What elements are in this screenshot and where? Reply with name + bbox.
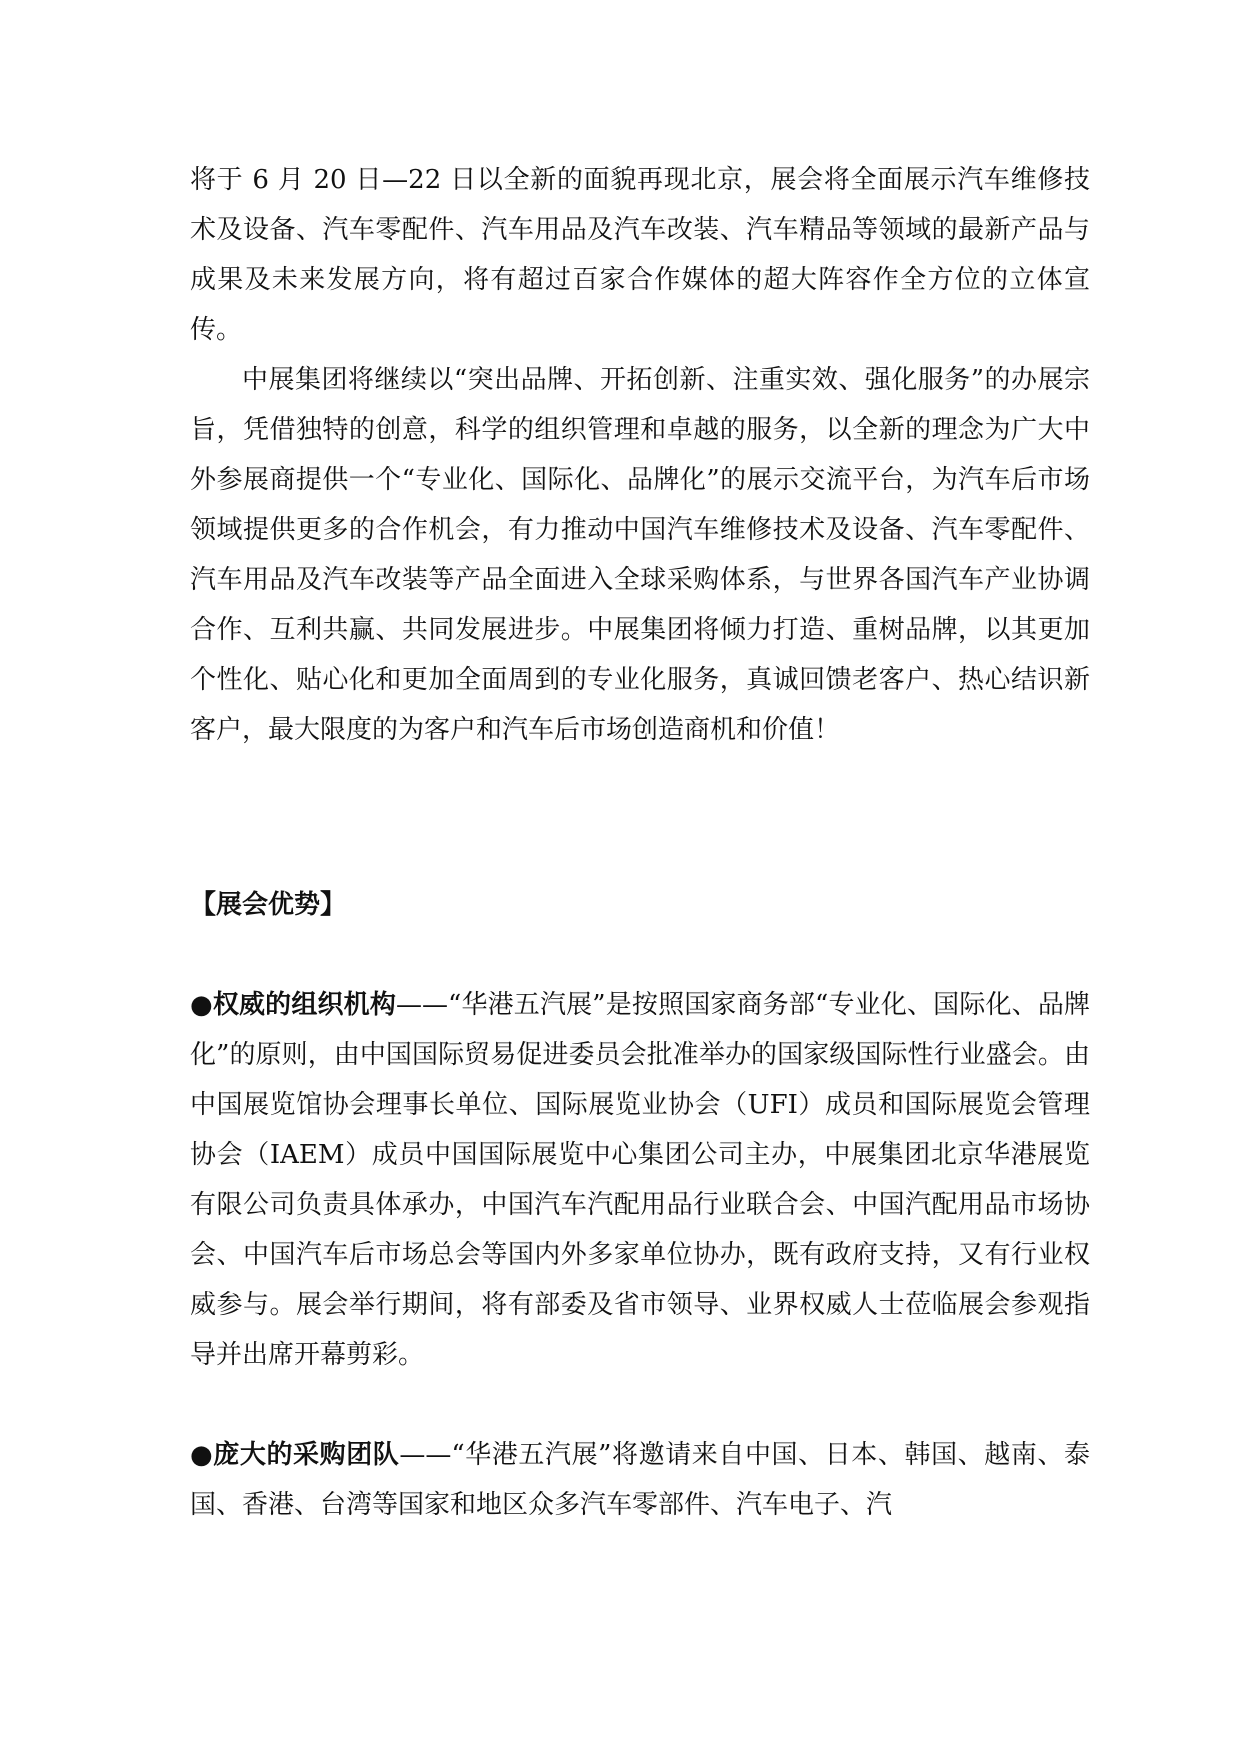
advantage-heading: 庞大的采购团队: [213, 1440, 400, 1470]
advantage-item-authority: [190, 980, 1090, 1380]
advantage-heading: 权威的组织机构: [212, 990, 397, 1020]
bullet-icon: ●: [190, 990, 213, 1020]
advantage-text: ——“华港五汽展”将邀请来自中国、日本、韩国、越南、泰国、香港、台湾等国家和地区众多汽车零部件、汽车电子、汽: [190, 1440, 1090, 1520]
bullet-icon: ●: [190, 1440, 214, 1470]
advantage-item-buyers: [190, 1430, 1090, 1530]
organizer-paragraph: 中展集团将继续以“突出品牌、开拓创新、注重实效、强化服务”的办展宗旨，凭借独特的创意，科学的组织管理和卓越的服务，以全新的理念为广大中外参展商提供一个“专业化、国际化、品牌化”的展示交流平台，为汽车后市场领域提供更多的合作机会，有力推动中国汽车维修技术及设备、汽车零配件、汽车用品及汽车改装等产品全面进入全球采购体系，与世界各国汽车产业协调合作、互利共赢、共同发展进步。中展集团将倾力打造、重树品牌，以其更加个性化、贴心化和更加全面周到的专业化服务，真诚回馈老客户、热心结识新客户，最大限度的为客户和汽车后市场创造商机和价值！: [190, 365, 1090, 745]
advantage-text: ——“华港五汽展”是按照国家商务部“专业化、国际化、品牌化”的原则，由中国国际贸易促进委员会批准举办的国家级国际性行业盛会。由中国展览馆协会理事长单位、国际展览业协会（UFI）成员和国际展览会管理协会（IAEM）成员中国国际展览中心集团公司主办，中展集团北京华港展览有限公司负责具体承办，中国汽车汽配用品行业联合会、中国汽配用品市场协会、中国汽车后市场总会等国内外多家单位协办，既有政府支持，又有行业权威参与。展会举行期间，将有部委及省市领导、业界权威人士莅临展会参观指导并出席开幕剪彩。: [190, 990, 1090, 1370]
intro-paragraph: 将于 6 月 20 日—22 日以全新的面貌再现北京，展会将全面展示汽车维修技术及设备、汽车零配件、汽车用品及汽车改装、汽车精品等领域的最新产品与成果及未来发展方向，将有超过百家合作媒体的超大阵容作全方位的立体宣传。: [190, 165, 1090, 345]
section-heading-advantages: 【展会优势】: [190, 890, 347, 920]
